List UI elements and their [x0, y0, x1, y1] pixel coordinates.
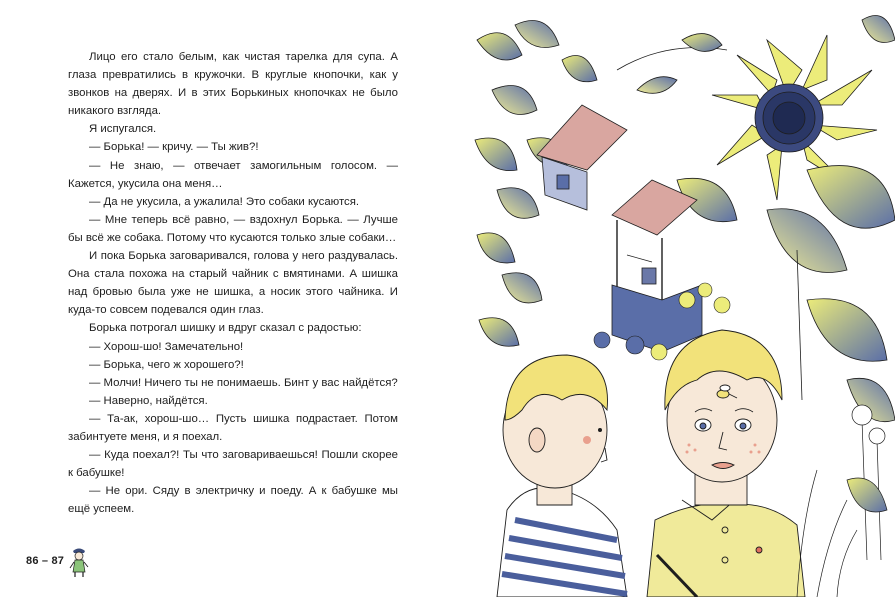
story-text — [68, 48, 398, 518]
branches — [617, 34, 727, 94]
house — [537, 105, 627, 210]
paragraph: — Мне теперь всё равно, — вздохнул Борька. — Лучше бы всё же собака. Потому что кусаются только злые собаки… — [68, 213, 398, 244]
right-page — [447, 0, 895, 597]
paragraph: — Не ори. Сяду в электричку и поеду. А к бабушке мы ещё успеем. — [68, 485, 398, 516]
story-illustration — [467, 0, 895, 597]
paragraph: Борька потрогал шишку и вдруг сказал с радостью: — [89, 322, 362, 335]
paragraph: — Да не укусила, а ужалила! Это собаки кусаются. — [89, 195, 360, 208]
grass — [797, 470, 857, 597]
well — [612, 180, 702, 352]
boy-left — [497, 355, 627, 597]
left-page — [0, 0, 447, 597]
paragraph: — Борька! — кричу. — Ты жив?! — [89, 141, 259, 154]
boy-right — [647, 330, 805, 597]
paragraph: И пока Борька заговаривался, голова у него раздувалась. Она стала похожа на старый чайник с вмятинами. А шишка над бровью была уже не шишка, а носик этого чайника. И куда-то совсем подевался один глаз. — [68, 250, 398, 317]
paragraph: — Хорош-шо! Замечательно! — [89, 340, 244, 353]
paragraph: — Та-ак, хорош-шо… Пусть шишка подрастает. Потом забинтуете меня, и я поехал. — [68, 412, 398, 443]
paragraph: — Не знаю, — отвечает замогильным голосом. — Кажется, укусила она меня… — [68, 159, 398, 190]
page-numbers: 86 – 87 — [26, 555, 65, 567]
paragraph: — Молчи! Ничего ты не понимаешь. Бинт у вас найдётся? — [89, 376, 398, 389]
paragraph: Я испугался. — [89, 123, 157, 136]
paragraph: — Наверно, найдётся. — [89, 394, 208, 407]
boy-figure-icon — [66, 544, 92, 578]
paragraph: Лицо его стало белым, как чистая тарелка для супа. А глаза превратились в кружочки. В круглые кнопочки, как у звонков на дверях. И в этих Борькиных кнопочках не было никакого взгляда. — [68, 51, 398, 118]
paragraph: — Куда поехал?! Ты что заговариваешься! Пошли скорее к бабушке! — [68, 449, 398, 480]
paragraph: — Борька, чего ж хорошего?! — [89, 358, 244, 371]
